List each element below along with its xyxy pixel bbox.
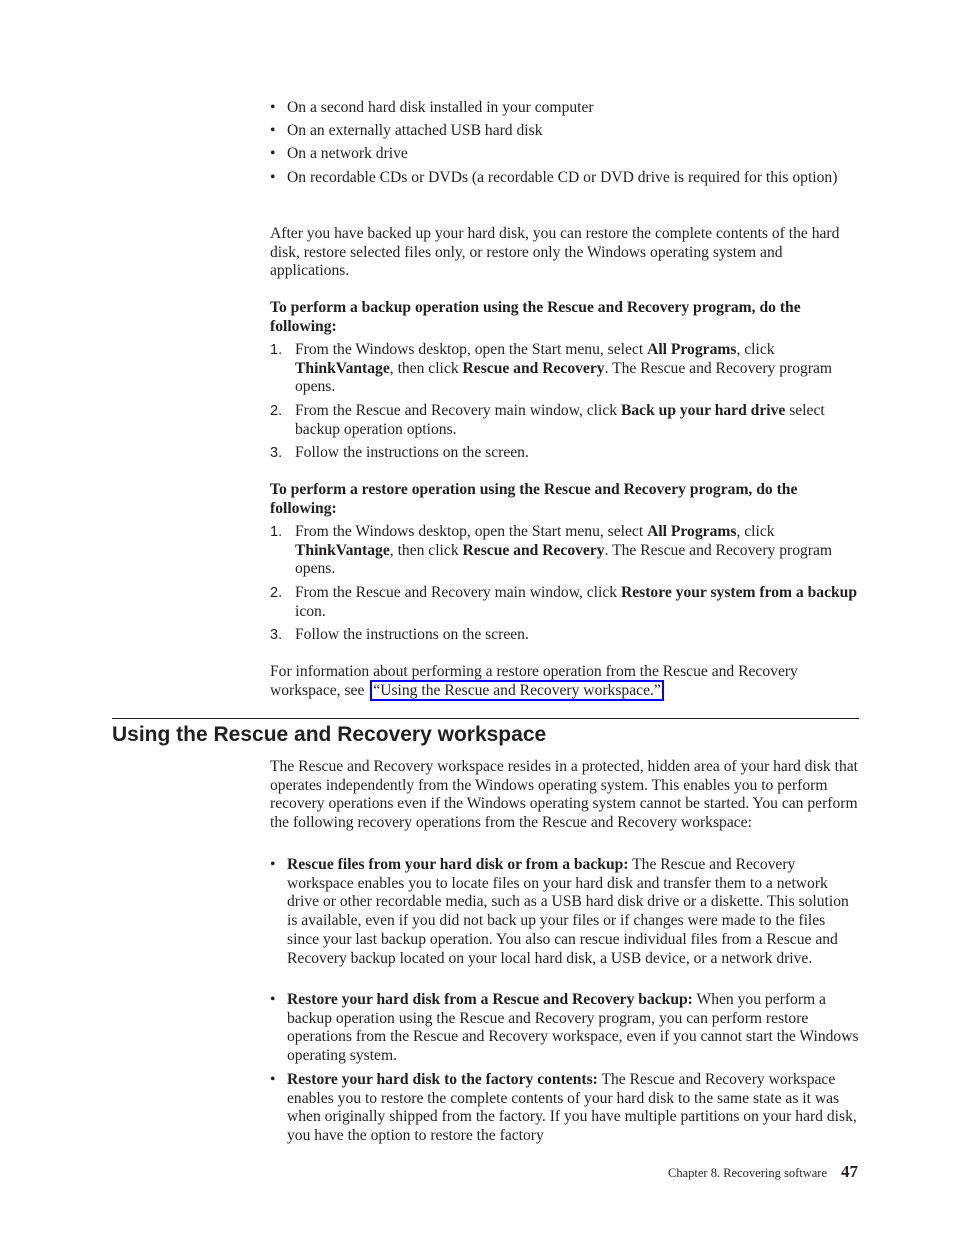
page-number: 47: [841, 1162, 858, 1181]
bullet-text: On a network drive: [287, 145, 408, 162]
step-fragment: From the Rescue and Recovery main window, click: [295, 402, 621, 419]
step-fragment: icon.: [295, 602, 326, 620]
bold-term: Rescue and Recovery: [462, 359, 605, 377]
step-fragment: , click: [736, 523, 775, 540]
step-text: [295, 402, 860, 439]
bullet-text: On recordable CDs or DVDs (a recordable CD or DVD drive is required for this option): [287, 169, 838, 186]
step-item: 1. From the Windows desktop, open the Start menu, select All Programs, click ThinkVantage, then click Rescue and Recovery. The Rescue and Recovery program opens.: [270, 523, 860, 579]
procedure-heading: To perform a restore operation using the Rescue and Recovery program, do the following:: [270, 481, 798, 517]
step-fragment: From the Rescue and Recovery main window, click: [295, 584, 621, 601]
info-text: For information about performing a restore operation from the Rescue and Recovery workspace, see: [270, 663, 798, 699]
bold-term: Back up your hard drive: [620, 402, 786, 419]
step-fragment: From the Windows desktop, open the Start menu, select: [295, 523, 648, 540]
step-fragment: From the Windows desktop, open the Start menu, select: [295, 341, 648, 358]
step-text: [295, 523, 860, 579]
step-fragment: . The Rescue and Recovery program opens.: [295, 359, 833, 396]
step-text: [295, 444, 860, 463]
bullet-item: • On an externally attached USB hard disk: [270, 122, 860, 141]
step-item: 3. Follow the instructions on the screen.: [270, 626, 860, 645]
step-item: 2. From the Rescue and Recovery main window, click Back up your hard drive select backup operation options.: [270, 402, 860, 439]
bold-term: ThinkVantage: [295, 359, 390, 377]
bullet-item: • Restore your hard disk from a Rescue and Recovery backup: When you perform a backup operation using the Rescue and Recovery program, you can perform restore operations from the Rescue and Recovery workspace, even if you cannot start the Windows operating system.: [270, 991, 859, 1065]
step-text: [295, 341, 860, 397]
bold-term: ThinkVantage: [295, 541, 390, 559]
bullet-item: • On recordable CDs or DVDs (a recordable CD or DVD drive is required for this option): [270, 169, 860, 188]
bullet-item: • On a network drive: [270, 145, 860, 164]
bold-term: All Programs: [647, 341, 737, 358]
workspace-link[interactable]: “Using the Rescue and Recovery workspace.”: [370, 680, 664, 701]
bullet-lead: Restore your hard disk from a Rescue and Recovery backup:: [287, 991, 693, 1008]
step-fragment: , then click: [389, 541, 463, 559]
step-item: 2. From the Rescue and Recovery main window, click Restore your system from a backup icon.: [270, 584, 860, 621]
page-footer: [668, 1163, 858, 1183]
step-fragment: . The Rescue and Recovery program opens.: [295, 541, 833, 578]
step-text: [295, 584, 860, 621]
bullet-lead: Restore your hard disk to the factory contents:: [287, 1071, 598, 1088]
procedure-heading: To perform a backup operation using the Rescue and Recovery program, do the following:: [270, 299, 801, 335]
chapter-label: Chapter 8. Recovering software: [668, 1166, 827, 1180]
bullet-text: On a second hard disk installed in your computer: [287, 99, 594, 116]
step-item: 1. From the Windows desktop, open the Start menu, select All Programs, click ThinkVantage, then click Rescue and Recovery. The Rescue and Recovery program opens.: [270, 341, 860, 397]
section-title: Using the Rescue and Recovery workspace: [112, 723, 547, 746]
info-paragraph: [270, 663, 860, 700]
section-intro: The Rescue and Recovery workspace resides in a protected, hidden area of your hard disk that operates independently from the Windows operating system. This enables you to perform recovery operations even if the Windows operating system cannot be started. You can perform the following recovery operations from the Rescue and Recovery workspace:: [270, 758, 859, 832]
paragraph: After you have backed up your hard disk, you can restore the complete contents of the hard disk, restore selected files only, or restore only the Windows operating system and applications.: [270, 225, 840, 280]
bullet-text: On an externally attached USB hard disk: [287, 122, 543, 139]
step-fragment: , then click: [389, 359, 463, 377]
step-fragment: Follow the instructions on the screen.: [295, 626, 529, 643]
bold-term: Restore your system from a backup: [620, 584, 858, 601]
step-text: [295, 626, 860, 645]
step-fragment: Follow the instructions on the screen.: [295, 444, 529, 461]
bullet-text: The Rescue and Recovery workspace enables you to restore the complete contents of your hard disk to the same state as it was when originally shipped from the factory. If you have multiple partitions on your hard disk, you have the option to restore the factory: [287, 1071, 857, 1145]
bold-term: All Programs: [647, 523, 737, 540]
bullet-lead: Rescue files from your hard disk or from a backup:: [287, 856, 629, 873]
bold-term: Rescue and Recovery: [462, 541, 605, 559]
bullet-item: • Rescue files from your hard disk or from a backup: The Rescue and Recovery workspace enables you to locate files on your hard disk and transfer them to a network drive or other recordable media, such as a USB hard disk drive or a diskette. This solution is available, even if you did not back up your files or if changes were made to the files since your last backup operation. You also can rescue individual files from a Rescue and Recovery backup located on your local hard disk, a USB device, or a network drive.: [270, 856, 849, 967]
step-item: 3. Follow the instructions on the screen.: [270, 444, 860, 463]
bullet-text: The Rescue and Recovery workspace enables you to locate files on your hard disk and transfer them to a network drive or other recordable media, such as a USB hard disk drive or a diskette. This solution is available, even if you did not back up your files or if changes were made to the files since your last backup operation. You also can rescue individual files from a Rescue and Recovery backup located on your local hard disk, a USB device, or a network drive.: [287, 856, 849, 967]
bullet-item: • On a second hard disk installed in your computer: [270, 99, 860, 118]
bullet-item: • Restore your hard disk to the factory contents: The Rescue and Recovery workspace enables you to restore the complete contents of your hard disk to the same state as it was when originally shipped from the factory. If you have multiple partitions on your hard disk, you have the option to restore the factory: [270, 1071, 857, 1145]
step-fragment: select backup operation options.: [295, 402, 825, 438]
step-fragment: , click: [736, 341, 775, 358]
section-divider: [112, 718, 859, 719]
bullet-text: When you perform a backup operation using the Rescue and Recovery program, you can perform restore operations from the Rescue and Recovery workspace, even if you cannot start the Windows operating system.: [287, 991, 859, 1065]
